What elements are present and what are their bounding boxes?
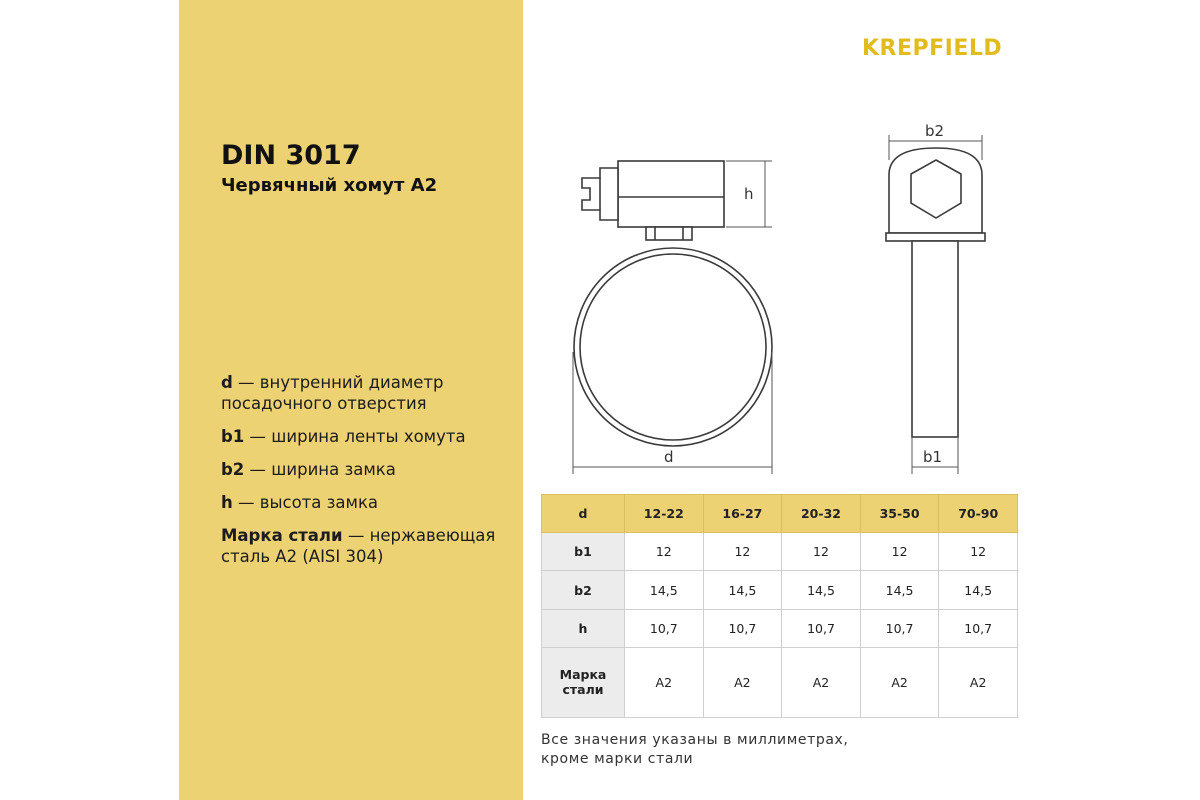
table-cell: 12 (625, 533, 704, 571)
table-cell: 14,5 (939, 571, 1018, 609)
table-cell: 10,7 (860, 609, 939, 647)
table-header-cell: 70-90 (939, 495, 1018, 533)
table-cell: 10,7 (625, 609, 704, 647)
page-subtitle: Червячный хомут А2 (221, 175, 438, 196)
definition-key: Марка стали (221, 526, 343, 545)
table-cell: 12 (703, 533, 782, 571)
definition-key: h (221, 493, 233, 512)
units-note (541, 731, 848, 769)
table-row-head: b1 (542, 533, 625, 571)
table-cell: А2 (703, 647, 782, 717)
table-cell: А2 (860, 647, 939, 717)
housing-body (618, 161, 724, 227)
page-title: DIN 3017 (221, 140, 361, 171)
definition-text: — ширина ленты хомута (244, 427, 466, 446)
table-header-cell: d (542, 495, 625, 533)
definition-text: — внутренний диаметр посадочного отверстия (221, 373, 444, 413)
definition-key: b2 (221, 460, 245, 479)
side-base (886, 233, 985, 241)
table-header-cell: 16-27 (703, 495, 782, 533)
units-note-line: Все значения указаны в миллиметрах, (541, 732, 849, 748)
table-header-cell: 12-22 (625, 495, 704, 533)
table-cell: 12 (939, 533, 1018, 571)
definition-key: b1 (221, 427, 245, 446)
table-cell: 12 (782, 533, 861, 571)
table-row (542, 533, 1018, 571)
table-cell: А2 (782, 647, 861, 717)
table-row (542, 647, 1018, 717)
table-row-head: Марка стали (542, 647, 625, 717)
table-header-cell: 20-32 (782, 495, 861, 533)
definition-text: — высота замка (232, 493, 379, 512)
brand-logo: KREPFIELD (862, 36, 1003, 61)
label-h: h (744, 185, 754, 203)
label-d: d (664, 448, 674, 466)
table-row-head: h (542, 609, 625, 647)
table-cell: 14,5 (703, 571, 782, 609)
table-cell: А2 (939, 647, 1018, 717)
band-outer-circle (574, 248, 772, 446)
table-cell: 10,7 (703, 609, 782, 647)
definition-text: — ширина замка (244, 460, 396, 479)
definition-key: d (221, 373, 233, 392)
table-cell: А2 (625, 647, 704, 717)
table-cell: 14,5 (782, 571, 861, 609)
table-cell: 14,5 (860, 571, 939, 609)
table-header-cell: 35-50 (860, 495, 939, 533)
table-cell: 10,7 (939, 609, 1018, 647)
table-row-head: b2 (542, 571, 625, 609)
table-header-row (542, 495, 1018, 533)
table-row (542, 571, 1018, 609)
label-b2: b2 (925, 122, 945, 140)
table-cell: 12 (860, 533, 939, 571)
specs-table (541, 494, 1018, 718)
units-note-line: кроме марки стали (541, 751, 694, 767)
label-b1: b1 (923, 448, 943, 466)
band-inner-circle (580, 254, 766, 440)
table-row (542, 609, 1018, 647)
definition-text: — нержавеющая сталь А2 (AISI 304) (221, 526, 496, 566)
housing-base (646, 227, 692, 240)
table-cell: 10,7 (782, 609, 861, 647)
band-side (912, 241, 958, 437)
table-cell: 14,5 (625, 571, 704, 609)
